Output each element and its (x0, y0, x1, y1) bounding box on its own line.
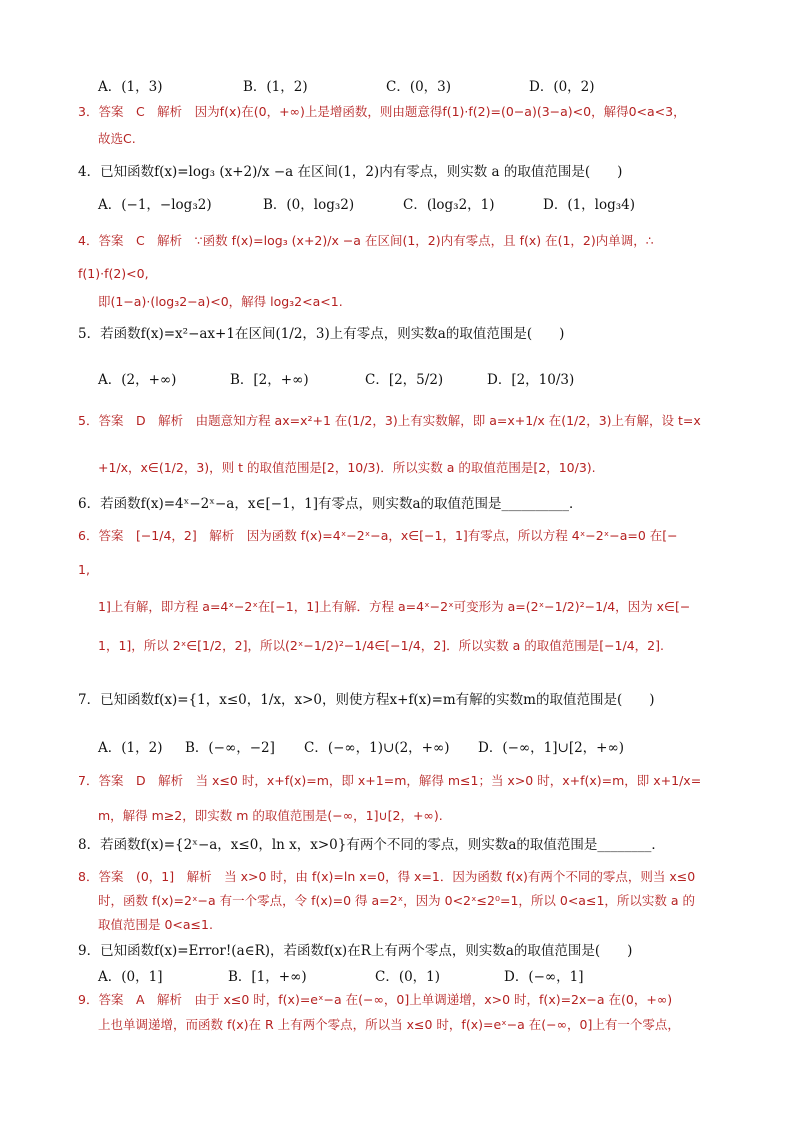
option-4-1: B．(0，log₃2) (263, 197, 355, 213)
answer-line-1: 3．答案 C 解析 因为f(x)在(0，+∞)上是增函数，则由题意得f(1)·f(2)=(0−a)(3−a)<0，解得0<a<3， (78, 104, 686, 119)
answer-line-14: 1, (78, 562, 90, 577)
option-0-2: C．(0，3) (386, 79, 452, 95)
option-4-0: A．(−1，−log₃2) (98, 197, 212, 213)
answer-line-28: 上也单调递增，而函数 f(x)在 R 上有两个零点，所以当 x≤0 时，f(x)=eˣ−a 在(−∞，0]上有一个零点， (98, 1017, 680, 1032)
answer-line-23: 时，函数 f(x)=2ˣ−a 有一个零点，令 f(x)=0 得 a=2ˣ，因为 0<2ˣ≤2⁰=1，所以 0<a≤1，所以实数 a 的 (98, 893, 695, 908)
question-line-12: 6．若函数f(x)=4ˣ−2ˣ−a，x∈[−1，1]有零点，则实数a的取值范围是__________． (78, 496, 583, 512)
option-9-2: C．[2，5/2) (365, 372, 444, 388)
question-line-17: 7．已知函数f(x)={1，x≤0，1/x，x>0，则使方程x+f(x)=m有解的实数m的取值范围是( ) (78, 692, 655, 708)
answer-line-15: 1]上有解，即方程 a=4ˣ−2ˣ在[−1，1]上有解．方程 a=4ˣ−2ˣ可变形为 a=(2ˣ−1/2)²−1/4，因为 x∈[− (98, 599, 691, 614)
option-26-3: D．(−∞，1] (504, 969, 584, 985)
answer-line-19: 7．答案 D 解析 当 x≤0 时，x+f(x)=m，即 x+1=m，解得 m≤1；当 x>0 时，x+f(x)=m，即 x+1/x= (78, 773, 702, 788)
answer-line-10: 5．答案 D 解析 由题意知方程 ax=x²+1 在(1/2，3)上有实数解，即 a=x+1/x 在(1/2，3)上有解，设 t=x (78, 413, 701, 428)
option-9-0: A．(2，+∞) (98, 372, 177, 388)
option-18-0: A．(1，2) (98, 740, 163, 756)
answer-line-6: f(1)·f(2)<0, (78, 266, 149, 281)
answer-line-27: 9．答案 A 解析 由于 x≤0 时，f(x)=eˣ−a 在(−∞，0]上单调递增，x>0 时，f(x)=2x−a 在(0，+∞) (78, 992, 673, 1007)
option-0-1: B．(1，2) (243, 79, 308, 95)
option-18-1: B．(−∞，−2] (185, 740, 275, 756)
option-0-0: A．(1，3) (98, 79, 163, 95)
option-26-0: A．(0，1] (98, 969, 163, 985)
option-4-3: D．(1，log₃4) (543, 197, 636, 213)
answer-line-16: 1，1]，所以 2ˣ∈[1/2，2]，所以(2ˣ−1/2)²−1/4∈[−1/4，2]．所以实数 a 的取值范围是[−1/4，2]. (98, 638, 664, 653)
answer-line-13: 6．答案 [−1/4，2] 解析 因为函数 f(x)=4ˣ−2ˣ−a，x∈[−1，1]有零点，所以方程 4ˣ−2ˣ−a=0 在[− (78, 528, 678, 543)
option-9-1: B．[2，+∞) (230, 372, 309, 388)
option-18-2: C．(−∞，1)∪(2，+∞) (304, 740, 450, 756)
answer-line-5: 4．答案 C 解析 ∵函数 f(x)=log₃ (x+2)/x −a 在区间(1，2)内有零点，且 f(x) 在(1，2)内单调，∴ (78, 233, 654, 248)
answer-line-24: 取值范围是 0<a≤1. (98, 917, 213, 932)
question-line-25: 9．已知函数f(x)=Error!(a∈R)，若函数f(x)在R上有两个零点，则实数a的取值范围是( ) (78, 943, 633, 959)
answer-line-22: 8．答案 (0，1] 解析 当 x>0 时，由 f(x)=ln x=0，得 x=1．因为函数 f(x)有两个不同的零点，则当 x≤0 (78, 869, 696, 884)
option-26-1: B．[1，+∞) (228, 969, 307, 985)
answer-line-7: 即(1−a)·(log₃2−a)<0，解得 log₃2<a<1. (98, 294, 343, 309)
option-26-2: C．(0，1) (375, 969, 441, 985)
answer-line-20: m，解得 m≥2，即实数 m 的取值范围是(−∞，1]∪[2，+∞). (98, 808, 443, 823)
answer-line-2: 故选C. (98, 131, 136, 146)
option-9-3: D．[2，10/3) (487, 372, 575, 388)
question-line-3: 4．已知函数f(x)=log₃ (x+2)/x −a 在区间(1，2)内有零点，则实数 a 的取值范围是( ) (78, 164, 623, 180)
answer-line-11: +1/x，x∈(1/2，3)，则 t 的取值范围是[2，10/3)．所以实数 a 的取值范围是[2，10/3). (98, 460, 596, 475)
question-line-21: 8．若函数f(x)={2ˣ−a，x≤0，ln x，x>0}有两个不同的零点，则实数a的取值范围是________． (78, 837, 665, 853)
question-line-8: 5．若函数f(x)=x²−ax+1在区间(1/2，3)上有零点，则实数a的取值范围是( ) (78, 326, 565, 342)
option-18-3: D．(−∞，1]∪[2，+∞) (478, 740, 624, 756)
option-0-3: D．(0，2) (529, 79, 595, 95)
option-4-2: C．(log₃2，1) (403, 197, 495, 213)
